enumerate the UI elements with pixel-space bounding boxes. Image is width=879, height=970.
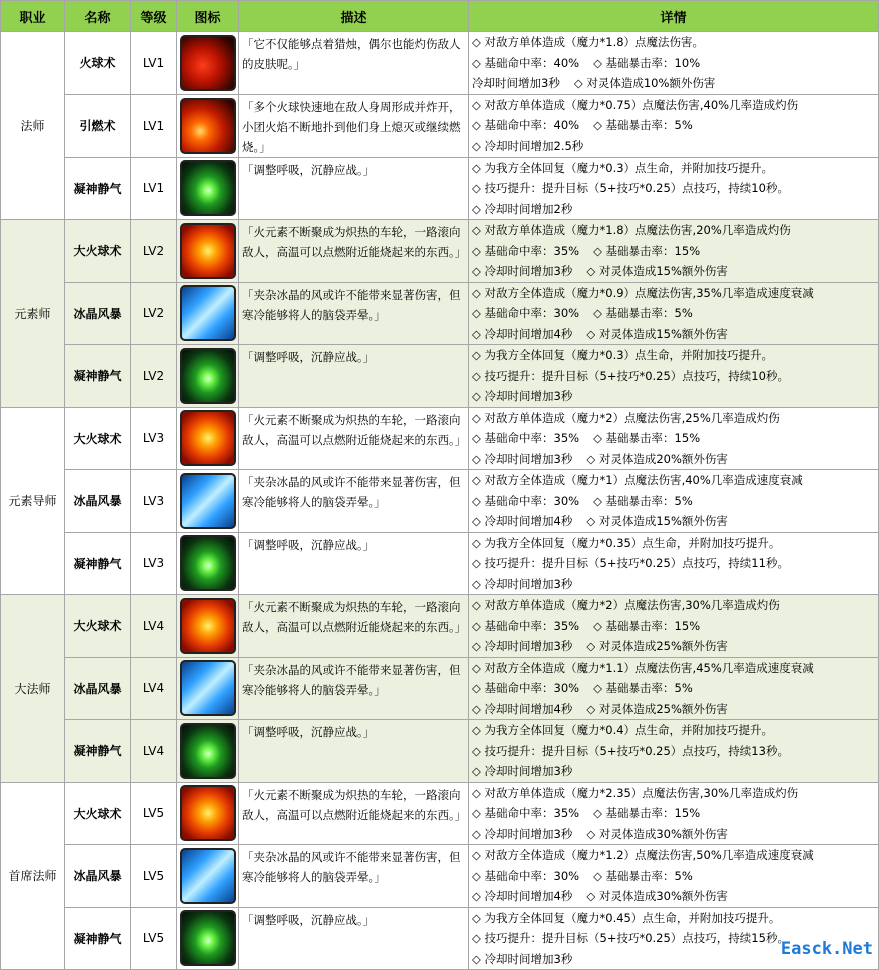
detail-item: ◇ 基础命中率：35% <box>472 243 580 258</box>
skill-details <box>469 845 879 908</box>
detail-line <box>472 658 876 679</box>
detail-item: ◇ 冷却时间增加3秒 <box>472 764 573 778</box>
icon-cell <box>177 32 239 95</box>
skill-description: 「火元素不断聚成为炽热的车轮，一路滚向敌人，高温可以点燃附近能烧起来的东西。」 <box>239 407 469 470</box>
detail-item: ◇ 对灵体造成30%额外伤害 <box>586 889 728 903</box>
header-icon: 图标 <box>177 1 239 32</box>
detail-line <box>472 241 876 262</box>
detail-line <box>472 678 876 699</box>
skill-name: 大火球术 <box>65 595 131 658</box>
icon-cell <box>177 94 239 157</box>
big-fireball-icon <box>180 598 236 654</box>
detail-item: ◇ 冷却时间增加4秒 <box>472 889 573 903</box>
table-body <box>1 32 879 970</box>
detail-item: ◇ 基础暴击率：5% <box>593 493 693 508</box>
detail-item: ◇ 基础命中率：40% <box>472 55 580 70</box>
detail-item: ◇ 对敌方单体造成（魔力*1.8）点魔法伤害。 <box>472 35 705 49</box>
detail-line <box>472 73 876 94</box>
table-row <box>1 32 879 95</box>
skill-details <box>469 595 879 658</box>
icon-cell <box>177 157 239 220</box>
header-career: 职业 <box>1 1 65 32</box>
detail-item: ◇ 对敌方全体造成（魔力*1.2）点魔法伤害,50%几率造成速度衰减 <box>472 848 814 862</box>
detail-item: ◇ 冷却时间增加3秒 <box>472 264 573 278</box>
table-row <box>1 845 879 908</box>
detail-line <box>472 408 876 429</box>
big-fireball-icon <box>180 785 236 841</box>
skill-name: 大火球术 <box>65 407 131 470</box>
calm-mind-icon <box>180 160 236 216</box>
detail-item: ◇ 技巧提升：提升目标（5+技巧*0.25）点技巧，持续15秒。 <box>472 931 789 945</box>
table-row <box>1 657 879 720</box>
table-row <box>1 782 879 845</box>
table-row <box>1 907 879 970</box>
detail-item: ◇ 对灵体造成25%额外伤害 <box>586 639 728 653</box>
icon-cell <box>177 845 239 908</box>
skill-description: 「夹杂冰晶的风或许不能带来显著伤害，但寒冷能够将人的脑袋弄晕。」 <box>239 845 469 908</box>
detail-line <box>472 803 876 824</box>
detail-line <box>472 533 876 554</box>
skill-description: 「调整呼吸，沉静应战。」 <box>239 907 469 970</box>
icon-cell <box>177 782 239 845</box>
skill-description: 「夹杂冰晶的风或许不能带来显著伤害，但寒冷能够将人的脑袋弄晕。」 <box>239 657 469 720</box>
detail-line <box>472 449 876 470</box>
detail-item: ◇ 冷却时间增加2.5秒 <box>472 138 584 153</box>
skill-details <box>469 407 879 470</box>
detail-line <box>472 95 876 116</box>
detail-line <box>472 845 876 866</box>
detail-item: ◇ 对灵体造成15%额外伤害 <box>586 514 728 528</box>
detail-line <box>472 470 876 491</box>
skill-description: 「夹杂冰晶的风或许不能带来显著伤害，但寒冷能够将人的脑袋弄晕。」 <box>239 470 469 533</box>
frost-storm-icon <box>180 285 236 341</box>
skill-details <box>469 94 879 157</box>
detail-line <box>472 220 876 241</box>
detail-item: ◇ 基础暴击率：5% <box>593 306 693 320</box>
detail-line <box>472 178 876 199</box>
detail-item: ◇ 对敌方单体造成（魔力*2）点魔法伤害,25%几率造成灼伤 <box>472 410 780 425</box>
skill-name: 凝神静气 <box>65 720 131 783</box>
detail-item: ◇ 对敌方单体造成（魔力*1.8）点魔法伤害,20%几率造成灼伤 <box>472 223 791 237</box>
header-desc: 描述 <box>239 1 469 32</box>
detail-item: ◇ 基础暴击率：10% <box>593 55 701 70</box>
table-row <box>1 94 879 157</box>
icon-cell <box>177 407 239 470</box>
detail-item: ◇ 对敌方单体造成（魔力*2）点魔法伤害,30%几率造成灼伤 <box>472 598 780 612</box>
skill-description: 「调整呼吸，沉静应战。」 <box>239 720 469 783</box>
detail-item: ◇ 对敌方单体造成（魔力*0.75）点魔法伤害,40%几率造成灼伤 <box>472 97 799 112</box>
table-row <box>1 220 879 283</box>
detail-line <box>472 428 876 449</box>
skill-description: 「夹杂冰晶的风或许不能带来显著伤害，但寒冷能够将人的脑袋弄晕。」 <box>239 282 469 345</box>
detail-item: ◇ 基础暴击率：5% <box>593 118 693 132</box>
detail-item: ◇ 基础暴击率：5% <box>593 868 693 883</box>
detail-item: ◇ 冷却时间增加3秒 <box>472 951 573 966</box>
career-cell: 法师 <box>1 32 65 220</box>
skill-name: 凝神静气 <box>65 907 131 970</box>
table-row <box>1 595 879 658</box>
header-details: 详情 <box>469 1 879 32</box>
detail-item: ◇ 基础暴击率：15% <box>593 243 701 258</box>
detail-item: ◇ 技巧提升：提升目标（5+技巧*0.25）点技巧，持续13秒。 <box>472 743 789 758</box>
detail-line <box>472 511 876 532</box>
detail-line <box>472 199 876 220</box>
detail-item: ◇ 为我方全体回复（魔力*0.3）点生命，并附加技巧提升。 <box>472 160 774 175</box>
skill-description: 「火元素不断聚成为炽热的车轮，一路滚向敌人，高温可以点燃附近能烧起来的东西。」 <box>239 595 469 658</box>
icon-cell <box>177 470 239 533</box>
skill-description: 「多个火球快速地在敌人身周形成并炸开，小团火焰不断地扑到他们身上熄灭或继续燃烧。」 <box>239 94 469 157</box>
skill-details <box>469 157 879 220</box>
detail-line <box>472 761 876 782</box>
skill-name: 凝神静气 <box>65 345 131 408</box>
skill-level: LV5 <box>131 845 177 908</box>
detail-line <box>472 574 876 595</box>
detail-item: ◇ 对灵体造成10%额外伤害 <box>573 76 716 90</box>
detail-item: ◇ 基础暴击率：5% <box>593 681 693 695</box>
detail-item: ◇ 冷却时间增加3秒 <box>472 389 573 403</box>
icon-cell <box>177 345 239 408</box>
detail-line <box>472 553 876 574</box>
detail-item: ◇ 基础命中率：30% <box>472 868 580 883</box>
detail-item: ◇ 对灵体造成20%额外伤害 <box>586 451 728 466</box>
detail-line <box>472 303 876 324</box>
detail-item: ◇ 基础命中率：35% <box>472 431 580 445</box>
skill-level: LV4 <box>131 595 177 658</box>
detail-line <box>472 699 876 720</box>
detail-item: ◇ 对灵体造成30%额外伤害 <box>586 826 728 841</box>
detail-item: ◇ 冷却时间增加2秒 <box>472 201 573 216</box>
detail-line <box>472 283 876 304</box>
career-cell: 元素导师 <box>1 407 65 595</box>
header-name: 名称 <box>65 1 131 32</box>
big-fireball-icon <box>180 410 236 466</box>
skill-level: LV4 <box>131 657 177 720</box>
skill-name: 冰晶风暴 <box>65 282 131 345</box>
skill-level: LV3 <box>131 407 177 470</box>
detail-item: ◇ 冷却时间增加4秒 <box>472 326 573 341</box>
skill-description: 「调整呼吸，沉静应战。」 <box>239 532 469 595</box>
detail-line <box>472 366 876 387</box>
detail-item: ◇ 为我方全体回复（魔力*0.35）点生命，并附加技巧提升。 <box>472 535 781 550</box>
header-row <box>1 1 879 32</box>
skill-name: 引燃术 <box>65 94 131 157</box>
detail-item: ◇ 为我方全体回复（魔力*0.4）点生命，并附加技巧提升。 <box>472 723 774 737</box>
detail-item: ◇ 冷却时间增加4秒 <box>472 514 573 528</box>
calm-mind-icon <box>180 910 236 966</box>
icon-cell <box>177 220 239 283</box>
skill-name: 大火球术 <box>65 782 131 845</box>
detail-line <box>472 908 876 929</box>
detail-line <box>472 261 876 282</box>
table-row <box>1 345 879 408</box>
icon-cell <box>177 720 239 783</box>
skill-description: 「火元素不断聚成为炽热的车轮，一路滚向敌人，高温可以点燃附近能烧起来的东西。」 <box>239 782 469 845</box>
detail-line <box>472 324 876 345</box>
calm-mind-icon <box>180 348 236 404</box>
skill-level: LV2 <box>131 220 177 283</box>
big-fireball-icon <box>180 223 236 279</box>
detail-item: ◇ 对灵体造成15%额外伤害 <box>586 326 728 341</box>
table-row <box>1 532 879 595</box>
detail-item: ◇ 为我方全体回复（魔力*0.3）点生命，并附加技巧提升。 <box>472 348 774 362</box>
skill-description: 「调整呼吸，沉静应战。」 <box>239 157 469 220</box>
detail-line <box>472 636 876 657</box>
detail-line <box>472 720 876 741</box>
career-cell: 元素师 <box>1 220 65 408</box>
skill-level: LV1 <box>131 157 177 220</box>
detail-item: ◇ 基础命中率：30% <box>472 681 580 695</box>
icon-cell <box>177 532 239 595</box>
detail-line <box>472 32 876 53</box>
header-level: 等级 <box>131 1 177 32</box>
skill-level: LV3 <box>131 470 177 533</box>
watermark: Easck.Net <box>780 939 873 959</box>
skill-name: 冰晶风暴 <box>65 657 131 720</box>
detail-item: ◇ 基础暴击率：15% <box>593 806 701 820</box>
skill-level: LV5 <box>131 782 177 845</box>
icon-cell <box>177 657 239 720</box>
frost-storm-icon <box>180 660 236 716</box>
detail-item: ◇ 冷却时间增加3秒 <box>472 451 573 466</box>
skill-level: LV2 <box>131 282 177 345</box>
skill-details <box>469 32 879 95</box>
detail-item: ◇ 对灵体造成25%额外伤害 <box>586 701 728 716</box>
detail-item: ◇ 对敌方全体造成（魔力*1）点魔法伤害,40%几率造成速度衰减 <box>472 473 803 487</box>
detail-line <box>472 886 876 907</box>
skill-level: LV1 <box>131 32 177 95</box>
skill-details <box>469 532 879 595</box>
detail-item: ◇ 技巧提升：提升目标（5+技巧*0.25）点技巧，持续10秒。 <box>472 181 789 195</box>
detail-item: ◇ 基础暴击率：15% <box>593 431 701 445</box>
detail-line <box>472 136 876 157</box>
table-row <box>1 282 879 345</box>
icon-cell <box>177 907 239 970</box>
table-row <box>1 407 879 470</box>
detail-line <box>472 491 876 512</box>
detail-item: ◇ 对灵体造成15%额外伤害 <box>586 264 728 278</box>
detail-item: ◇ 基础命中率：40% <box>472 118 580 132</box>
icon-cell <box>177 595 239 658</box>
detail-item: ◇ 对敌方全体造成（魔力*1.1）点魔法伤害,45%几率造成速度衰减 <box>472 660 814 675</box>
skill-name: 大火球术 <box>65 220 131 283</box>
skill-details <box>469 345 879 408</box>
skill-name: 冰晶风暴 <box>65 470 131 533</box>
detail-item: ◇ 基础命中率：30% <box>472 493 580 508</box>
detail-item: ◇ 对敌方单体造成（魔力*2.35）点魔法伤害,30%几率造成灼伤 <box>472 785 799 800</box>
skill-name: 凝神静气 <box>65 532 131 595</box>
icon-cell <box>177 282 239 345</box>
detail-item: ◇ 冷却时间增加3秒 <box>472 639 573 653</box>
skill-description: 「它不仅能够点着猎烛，偶尔也能灼伤敌人的皮肤呢。」 <box>239 32 469 95</box>
detail-item: ◇ 基础命中率：35% <box>472 618 580 633</box>
detail-item: ◇ 技巧提升：提升目标（5+技巧*0.25）点技巧，持续11秒。 <box>472 556 789 570</box>
detail-line <box>472 616 876 637</box>
skill-name: 凝神静气 <box>65 157 131 220</box>
table-row <box>1 470 879 533</box>
skill-name: 冰晶风暴 <box>65 845 131 908</box>
skill-description: 「调整呼吸，沉静应战。」 <box>239 345 469 408</box>
skill-level: LV2 <box>131 345 177 408</box>
detail-line <box>472 345 876 366</box>
detail-line <box>472 741 876 762</box>
table-row <box>1 157 879 220</box>
calm-mind-icon <box>180 535 236 591</box>
detail-line <box>472 824 876 845</box>
detail-item: ◇ 冷却时间增加3秒 <box>472 826 573 841</box>
skill-level: LV1 <box>131 94 177 157</box>
ignite-icon <box>180 98 236 154</box>
detail-item: ◇ 冷却时间增加4秒 <box>472 701 573 716</box>
detail-line <box>472 53 876 74</box>
career-cell: 大法师 <box>1 595 65 783</box>
calm-mind-icon <box>180 723 236 779</box>
detail-item: ◇ 对敌方全体造成（魔力*0.9）点魔法伤害,35%几率造成速度衰减 <box>472 285 814 300</box>
detail-line <box>472 783 876 804</box>
detail-item: ◇ 技巧提升：提升目标（5+技巧*0.25）点技巧，持续10秒。 <box>472 368 789 383</box>
skill-details <box>469 220 879 283</box>
skill-level: LV4 <box>131 720 177 783</box>
detail-item: ◇ 冷却时间增加3秒 <box>472 576 573 591</box>
career-cell: 首席法师 <box>1 782 65 970</box>
fireball-icon <box>180 35 236 91</box>
skill-name: 火球术 <box>65 32 131 95</box>
skill-details <box>469 657 879 720</box>
detail-line <box>472 595 876 616</box>
detail-line <box>472 115 876 136</box>
detail-item: ◇ 基础命中率：30% <box>472 306 580 320</box>
frost-storm-icon <box>180 848 236 904</box>
skill-details <box>469 282 879 345</box>
detail-line <box>472 866 876 887</box>
table-row <box>1 720 879 783</box>
detail-item: ◇ 基础暴击率：15% <box>593 618 701 633</box>
detail-item: 冷却时间增加3秒 <box>472 76 560 90</box>
detail-item: ◇ 基础命中率：35% <box>472 806 580 820</box>
skill-description: 「火元素不断聚成为炽热的车轮，一路滚向敌人，高温可以点燃附近能烧起来的东西。」 <box>239 220 469 283</box>
detail-line <box>472 158 876 179</box>
skill-details <box>469 470 879 533</box>
skill-level: LV3 <box>131 532 177 595</box>
frost-storm-icon <box>180 473 236 529</box>
skill-details <box>469 720 879 783</box>
detail-item: ◇ 为我方全体回复（魔力*0.45）点生命，并附加技巧提升。 <box>472 910 781 925</box>
skill-level: LV5 <box>131 907 177 970</box>
detail-line <box>472 386 876 407</box>
skill-details <box>469 782 879 845</box>
